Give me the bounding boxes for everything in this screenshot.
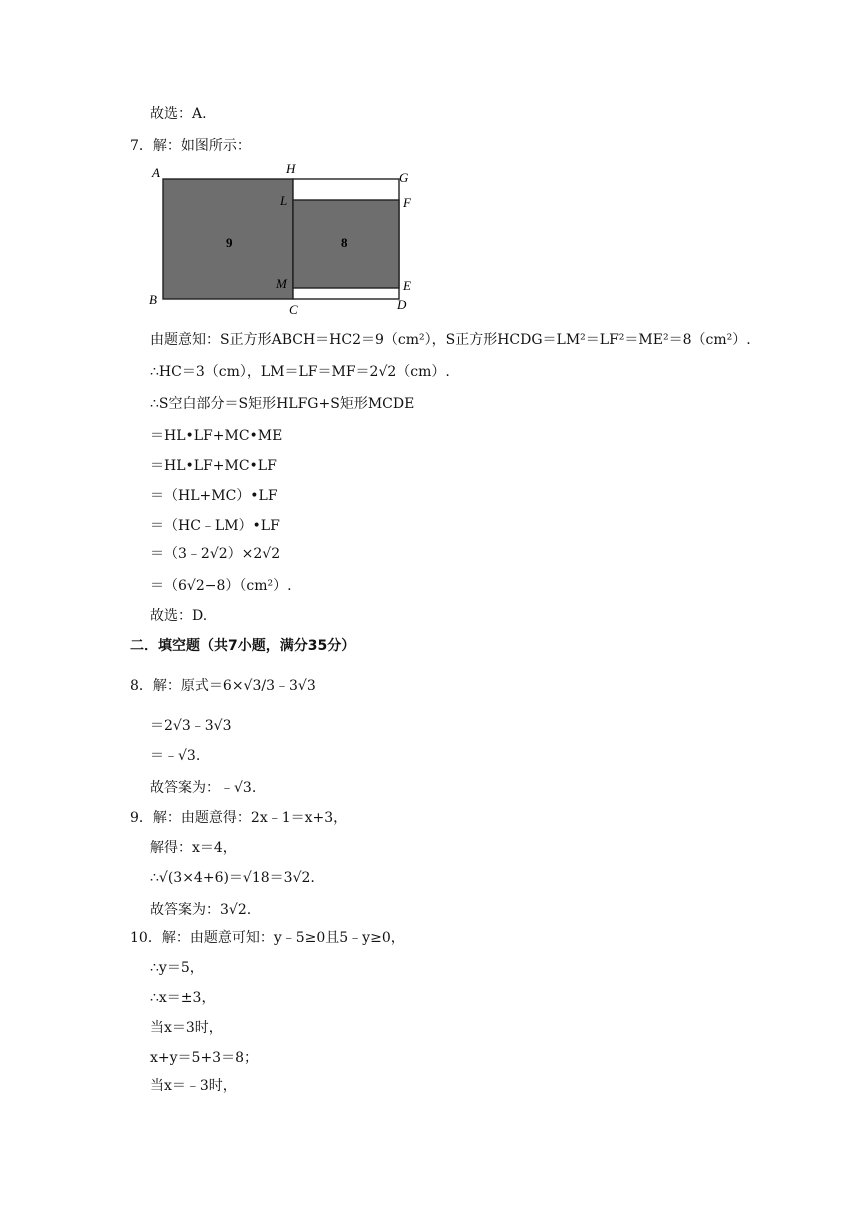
label-f: F: [403, 195, 411, 210]
label-l: L: [280, 193, 288, 208]
q7-answer: 故选：D.: [150, 608, 208, 624]
q7-figure: [140, 162, 430, 314]
q7-step-8: ＝（6√2−8）（cm²）.: [150, 578, 292, 594]
q7-step-5: ＝（HL+MC）•LF: [150, 488, 278, 504]
q8-heading: 8．解：原式＝6×√3/3﹣3√3: [130, 678, 316, 694]
q9-step-2: ∴√(3×4+6)＝√18＝3√2.: [150, 870, 315, 886]
q7-step-3: ＝HL•LF+MC•ME: [150, 428, 283, 444]
q9-answer: 故答案为：3√2.: [150, 902, 252, 918]
q10-step-5: 当x＝﹣3时，: [150, 1078, 237, 1094]
q7-given: 由题意知：S正方形ABCH＝HC2＝9（cm²），S正方形HCDG＝LM²＝LF²＝ME²＝8（cm²）.: [150, 332, 751, 348]
q9-heading: 9．解：由题意得：2x﹣1＝x+3，: [130, 810, 348, 826]
line-answer-a: 故选：A.: [150, 106, 207, 122]
q10-step-3: 当x＝3时，: [150, 1020, 223, 1036]
area-left-label: 9: [226, 235, 233, 250]
q7-step-2: ∴S空白部分＝S矩形HLFG+S矩形MCDE: [150, 396, 415, 412]
q7-step-6: ＝（HC﹣LM）•LF: [150, 518, 280, 534]
label-b: B: [149, 292, 157, 307]
q8-step-2: ＝﹣√3.: [150, 748, 201, 764]
q7-step-1: ∴HC＝3（cm），LM＝LF＝MF＝2√2（cm）.: [150, 364, 450, 380]
q8-step-1: ＝2√3﹣3√3: [150, 718, 232, 734]
q8-answer: 故答案为：﹣√3.: [150, 780, 257, 796]
q10-heading: 10．解：由题意可知：y﹣5≥0且5﹣y≥0，: [130, 930, 405, 946]
q10-step-4: x+y＝5+3＝8；: [150, 1050, 258, 1066]
q10-step-2: ∴x＝±3，: [150, 990, 216, 1006]
label-a: A: [152, 165, 160, 180]
section-heading: 二．填空题（共7小题，满分35分）: [130, 638, 356, 654]
label-c: C: [289, 302, 298, 314]
label-h: H: [286, 162, 296, 176]
label-e: E: [403, 278, 411, 293]
label-d: D: [397, 297, 407, 312]
q7-heading: 7．解：如图所示：: [130, 138, 251, 154]
q7-step-7: ＝（3﹣2√2）×2√2: [150, 546, 281, 562]
q7-step-4: ＝HL•LF+MC•LF: [150, 458, 277, 474]
label-m: M: [276, 276, 287, 291]
q10-step-1: ∴y＝5，: [150, 960, 204, 976]
q9-step-1: 解得：x＝4，: [150, 840, 237, 856]
label-g: G: [399, 170, 409, 185]
area-right-label: 8: [341, 235, 348, 250]
